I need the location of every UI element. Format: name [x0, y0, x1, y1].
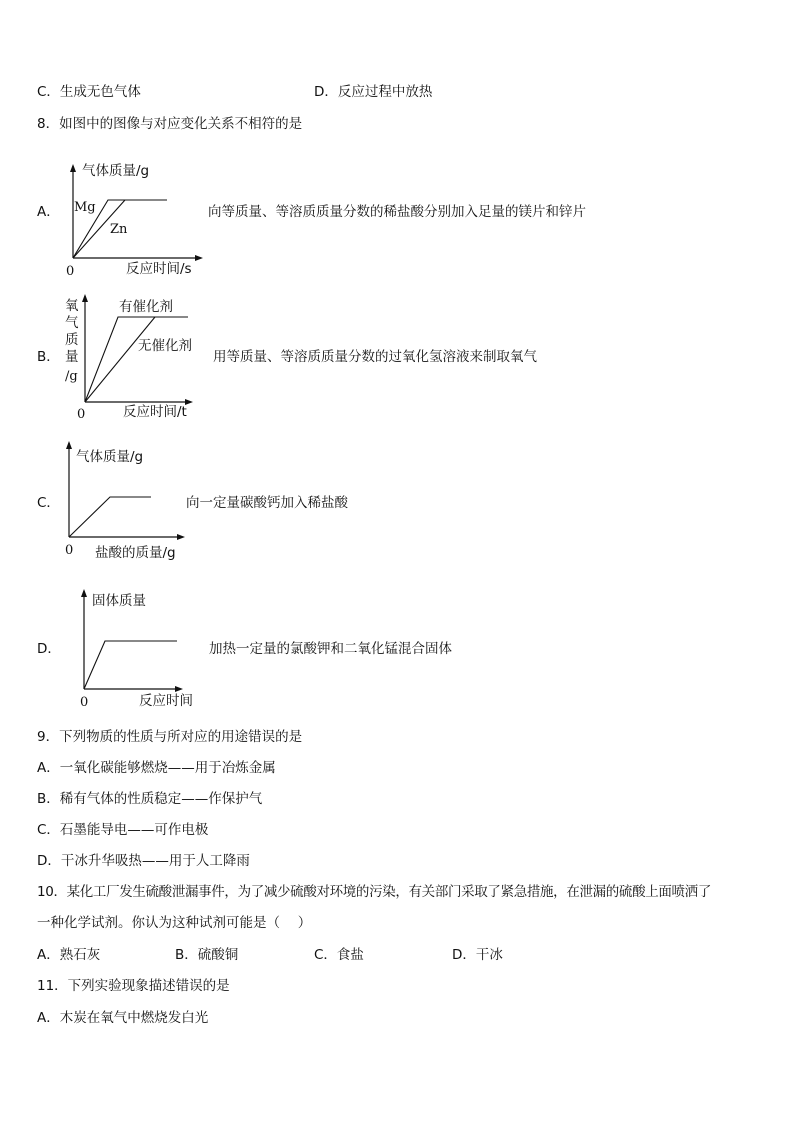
q8-stem: 8．如图中的图像与对应变化关系不相符的是: [37, 116, 303, 132]
origin-label: 0: [65, 543, 74, 558]
q8-option-b-description: 用等质量、等溶质质量分数的过氧化氢溶液来制取氧气: [213, 349, 537, 365]
q9-option-a: A．一氧化碳能够燃烧——用于冶炼金属: [37, 760, 276, 776]
catalyst-label: 有催化剂: [119, 299, 173, 315]
q10-stem-line2: 一种化学试剂。你认为这种试剂可能是（ ）: [37, 915, 312, 931]
x-axis-arrow: [175, 686, 183, 692]
q8-option-b-graph: [60, 290, 210, 425]
y-axis-label: 气体质量/g: [76, 449, 144, 465]
q8-option-a-letter: A．: [37, 204, 60, 220]
x-axis-arrow: [195, 255, 203, 261]
q9-option-d: D．干冰升华吸热——用于人工降雨: [37, 853, 250, 869]
q8-option-a-graph: [60, 160, 210, 280]
y-axis-label-char: 量: [65, 349, 79, 365]
y-axis-label-unit: /g: [65, 369, 78, 384]
mg-label: Mg: [74, 200, 96, 215]
q11-option-a: A．木炭在氧气中燃烧发白光: [37, 1010, 209, 1026]
y-axis-label: 气体质量/g: [82, 163, 150, 179]
q11-stem: 11．下列实验现象描述错误的是: [37, 978, 230, 994]
q8-option-d-graph: [72, 585, 222, 713]
zn-label: Zn: [110, 222, 128, 237]
q8-option-d-letter: D．: [37, 641, 61, 657]
y-axis-label: 固体质量: [92, 593, 146, 609]
solid-mass-curve: [84, 641, 177, 689]
y-axis-label-char: 质: [65, 332, 79, 348]
q9-option-b: B．稀有气体的性质稳定——作保护气: [37, 791, 263, 807]
q10-option-b: B．硫酸铜: [175, 947, 239, 963]
x-axis-arrow: [177, 534, 185, 540]
x-axis-label: 反应时间/s: [126, 261, 192, 277]
q8-option-c-description: 向一定量碳酸钙加入稀盐酸: [186, 495, 348, 511]
no-catalyst-curve: [85, 317, 155, 402]
q7-option-d: D．反应过程中放热: [314, 84, 433, 100]
x-axis-label: 盐酸的质量/g: [95, 545, 176, 561]
origin-label: 0: [77, 407, 86, 422]
origin-label: 0: [80, 695, 89, 710]
q9-stem: 9．下列物质的性质与所对应的用途错误的是: [37, 729, 303, 745]
q10-stem-line1: 10．某化工厂发生硫酸泄漏事件，为了减少硫酸对环境的污染，有关部门采取了紧急措施，在泄漏的硫酸上面喷洒了: [37, 884, 711, 900]
q8-option-c-graph: [56, 437, 206, 567]
no-catalyst-label: 无催化剂: [138, 338, 192, 354]
q7-option-c: C．生成无色气体: [37, 84, 141, 100]
q10-option-d: D．干冰: [452, 947, 503, 963]
q8-option-a-description: 向等质量、等溶质质量分数的稀盐酸分别加入足量的镁片和锌片: [208, 204, 586, 220]
q8-option-c-letter: C．: [37, 495, 60, 511]
q9-option-c: C．石墨能导电——可作电极: [37, 822, 209, 838]
catalyst-curve: [85, 317, 188, 402]
q10-option-a: A．熟石灰: [37, 947, 101, 963]
y-axis-label-char: 气: [65, 315, 79, 331]
gas-curve: [69, 497, 151, 537]
y-axis-label-char: 氧: [65, 298, 79, 314]
x-axis-label: 反应时间: [139, 693, 193, 709]
origin-label: 0: [66, 264, 75, 279]
x-axis-label: 反应时间/t: [123, 404, 187, 420]
q8-option-d-description: 加热一定量的氯酸钾和二氧化锰混合固体: [209, 641, 452, 657]
q8-option-b-letter: B．: [37, 349, 60, 365]
q10-option-c: C．食盐: [314, 947, 364, 963]
